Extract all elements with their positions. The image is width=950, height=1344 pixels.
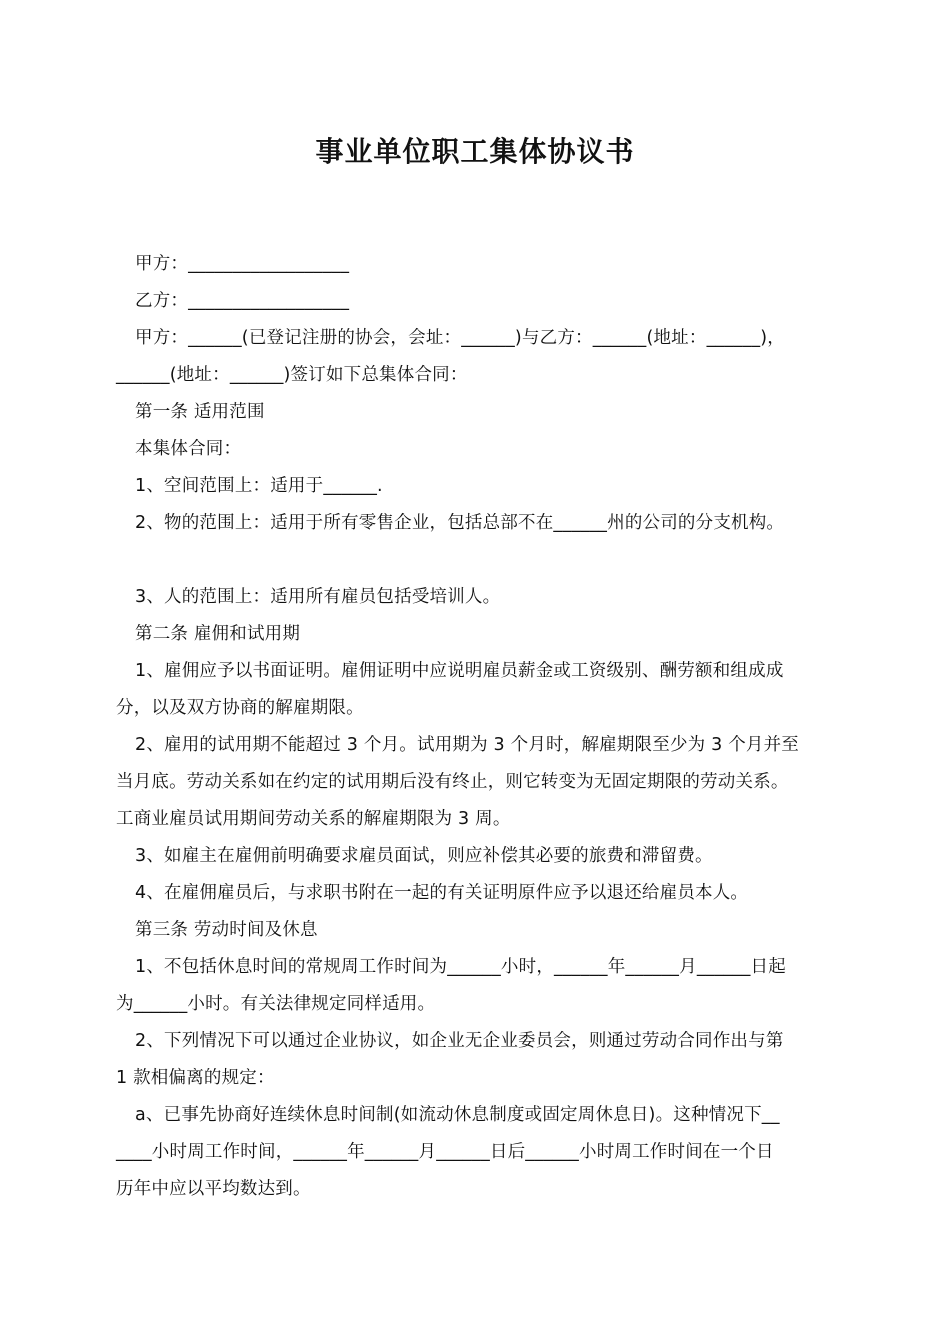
section-heading: 第三条 劳动时间及休息: [135, 920, 318, 940]
list-item: 1、不包括休息时间的常规周工作时间为______小时，______年______月______日起: [135, 957, 786, 977]
paragraph-line: 为______小时。有关法律规定同样适用。: [116, 994, 436, 1014]
list-item: 3、如雇主在雇佣前明确要求雇员面试，则应补偿其必要的旅费和滞留费。: [135, 846, 713, 866]
blank-line: [116, 542, 840, 579]
list-item: 1、雇佣应予以书面证明。雇佣证明中应说明雇员薪金或工资级别、酬劳额和组成成: [135, 661, 784, 681]
list-item: 2、下列情况下可以通过企业协议，如企业无企业委员会，则通过劳动合同作出与第: [135, 1031, 784, 1051]
party-b-line: 乙方：__________________: [135, 291, 350, 311]
paragraph-line: ______(地址：______)签订如下总集体合同：: [116, 365, 468, 385]
paragraph-line: 本集体合同：: [135, 439, 242, 459]
list-item: 3、人的范围上：适用所有雇员包括受培训人。: [135, 587, 501, 607]
list-item: 4、在雇佣雇员后，与求职书附在一起的有关证明原件应予以退还给雇员本人。: [135, 883, 749, 903]
paragraph-text: 甲方：______(已登记注册的协会，会址：______)与乙方：______(地址：______)，: [135, 328, 786, 348]
list-item: 2、雇用的试用期不能超过 3 个月。试用期为 3 个月时，解雇期限至少为 3 个月并至: [135, 735, 800, 755]
document-body: [116, 246, 840, 1208]
paragraph-line: [116, 320, 840, 357]
section-heading: 第一条 适用范围: [135, 402, 265, 422]
list-item: 2、物的范围上：适用于所有零售企业，包括总部不在______州的公司的分支机构。: [135, 513, 785, 533]
paragraph-line: 工商业雇员试用期间劳动关系的解雇期限为 3 周。: [116, 809, 511, 829]
document-title: 事业单位职工集体协议书: [315, 135, 635, 168]
paragraph-line: ____小时周工作时间，______年______月______日后______小时周工作时间在一个日: [116, 1142, 774, 1162]
party-a-line: 甲方：__________________: [135, 254, 350, 274]
list-item: 1、空间范围上：适用于______.: [135, 476, 383, 496]
section-heading: 第二条 雇佣和试用期: [135, 624, 301, 644]
list-item: a、已事先协商好连续休息时间制(如流动休息制度或固定周休息日)。这种情况下__: [135, 1105, 780, 1125]
paragraph-line: 当月底。劳动关系如在约定的试用期后没有终止，则它转变为无固定期限的劳动关系。: [116, 772, 789, 792]
paragraph-line: 1 款相偏离的规定：: [116, 1068, 275, 1088]
paragraph-line: 分，以及双方协商的解雇期限。: [116, 698, 364, 718]
paragraph-line: 历年中应以平均数达到。: [116, 1179, 311, 1199]
